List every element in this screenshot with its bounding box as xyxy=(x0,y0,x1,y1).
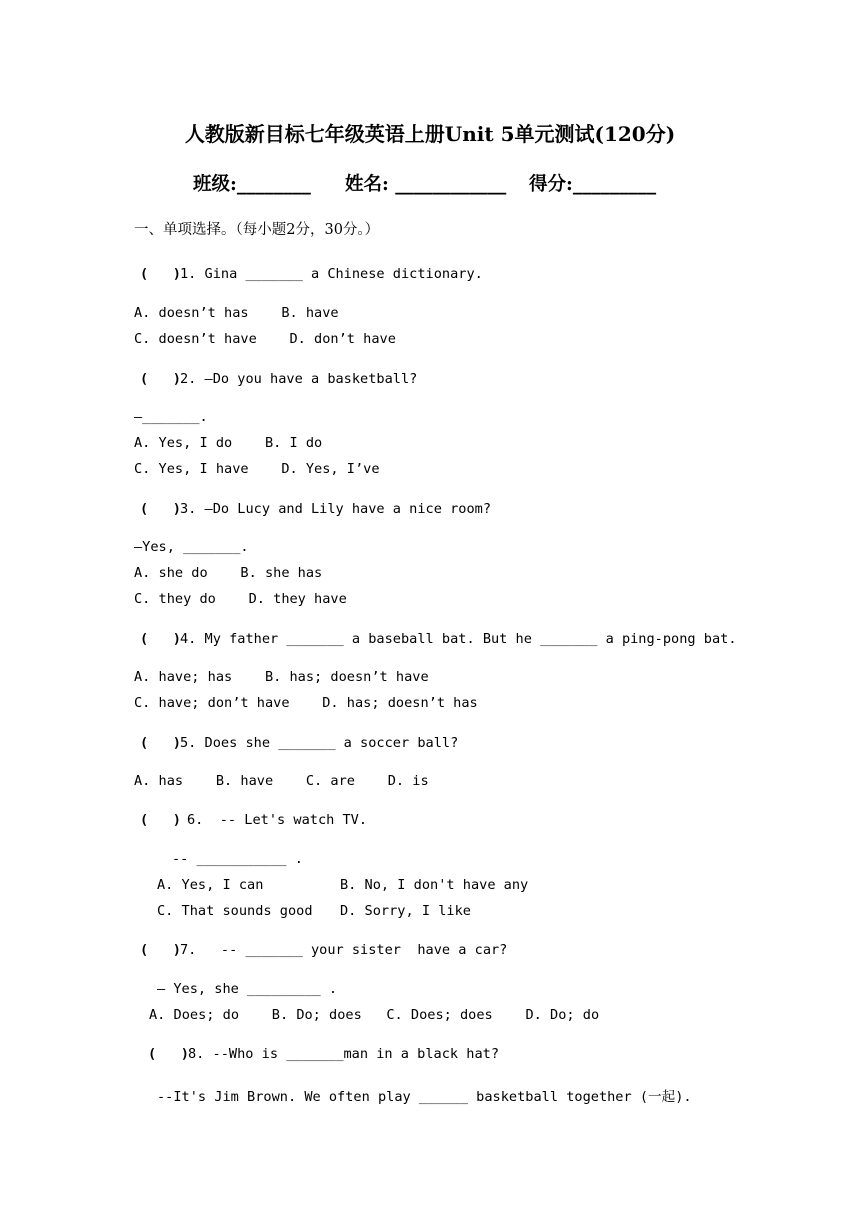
answer-bracket: ( ) xyxy=(140,942,181,958)
question-stem: 7. -- _______ your sister have a car? xyxy=(180,942,508,958)
options-line: C. they do D. they have xyxy=(134,591,347,607)
answer-blank: —Yes, _______. xyxy=(134,539,249,555)
question-stem: 1. Gina _______ a Chinese dictionary. xyxy=(180,266,483,282)
answer-blank: -- ___________ . xyxy=(172,851,303,867)
question-stem: 2. —Do you have a basketball? xyxy=(180,371,418,387)
answer-bracket: ( ) xyxy=(140,266,181,282)
option-b: B. No, I don't have any xyxy=(340,877,529,893)
score-field: 得分:_________ xyxy=(529,174,657,195)
answer-blank: — Yes, she _________ . xyxy=(157,981,338,997)
question-stem: 8. --Who is _______man in a black hat? xyxy=(188,1046,499,1062)
question-stem: 6. -- Let's watch TV. xyxy=(187,812,368,828)
answer-line: --It's Jim Brown. We often play ______ basketball together (一起). xyxy=(157,1089,692,1105)
options-line: C. doesn’t have D. don’t have xyxy=(134,331,396,347)
answer-bracket: ( ) xyxy=(140,631,181,647)
options-line: A. Does; do B. Do; does C. Does; does D. Do; do xyxy=(149,1007,600,1023)
answer-bracket: ( ) xyxy=(140,371,181,387)
options-line: A. have; has B. has; doesn’t have xyxy=(134,669,429,685)
answer-bracket: ( ) xyxy=(148,1046,189,1062)
name-field: 姓名: ____________ xyxy=(345,174,507,195)
class-field: 班级:________ xyxy=(193,174,311,195)
answer-bracket: ( ) xyxy=(140,735,181,751)
option-d: D. Sorry, I like xyxy=(340,903,471,919)
options-line: A. she do B. she has xyxy=(134,565,323,581)
options-line: C. have; don’t have D. has; doesn’t has xyxy=(134,695,478,711)
question-stem: 5. Does she _______ a soccer ball? xyxy=(180,735,459,751)
page-title: 人教版新目标七年级英语上册Unit 5单元测试(120分) xyxy=(184,122,676,146)
question-stem: 4. My father _______ a baseball bat. But he _______ a ping-pong bat. xyxy=(180,631,737,647)
options-line: A. doesn’t has B. have xyxy=(134,305,339,321)
option-a: A. Yes, I can xyxy=(157,877,264,893)
section-heading: 一、单项选择。（每小题2分，30分。） xyxy=(134,222,380,238)
question-stem: 3. —Do Lucy and Lily have a nice room? xyxy=(180,501,491,517)
options-line: C. Yes, I have D. Yes, I’ve xyxy=(134,461,380,477)
options-line: A. Yes, I do B. I do xyxy=(134,435,323,451)
option-c: C. That sounds good xyxy=(157,903,313,919)
answer-bracket: ( ) xyxy=(140,501,181,517)
answer-bracket: ( ) xyxy=(140,812,181,828)
answer-blank: —_______. xyxy=(134,409,208,425)
options-line: A. has B. have C. are D. is xyxy=(134,773,429,789)
